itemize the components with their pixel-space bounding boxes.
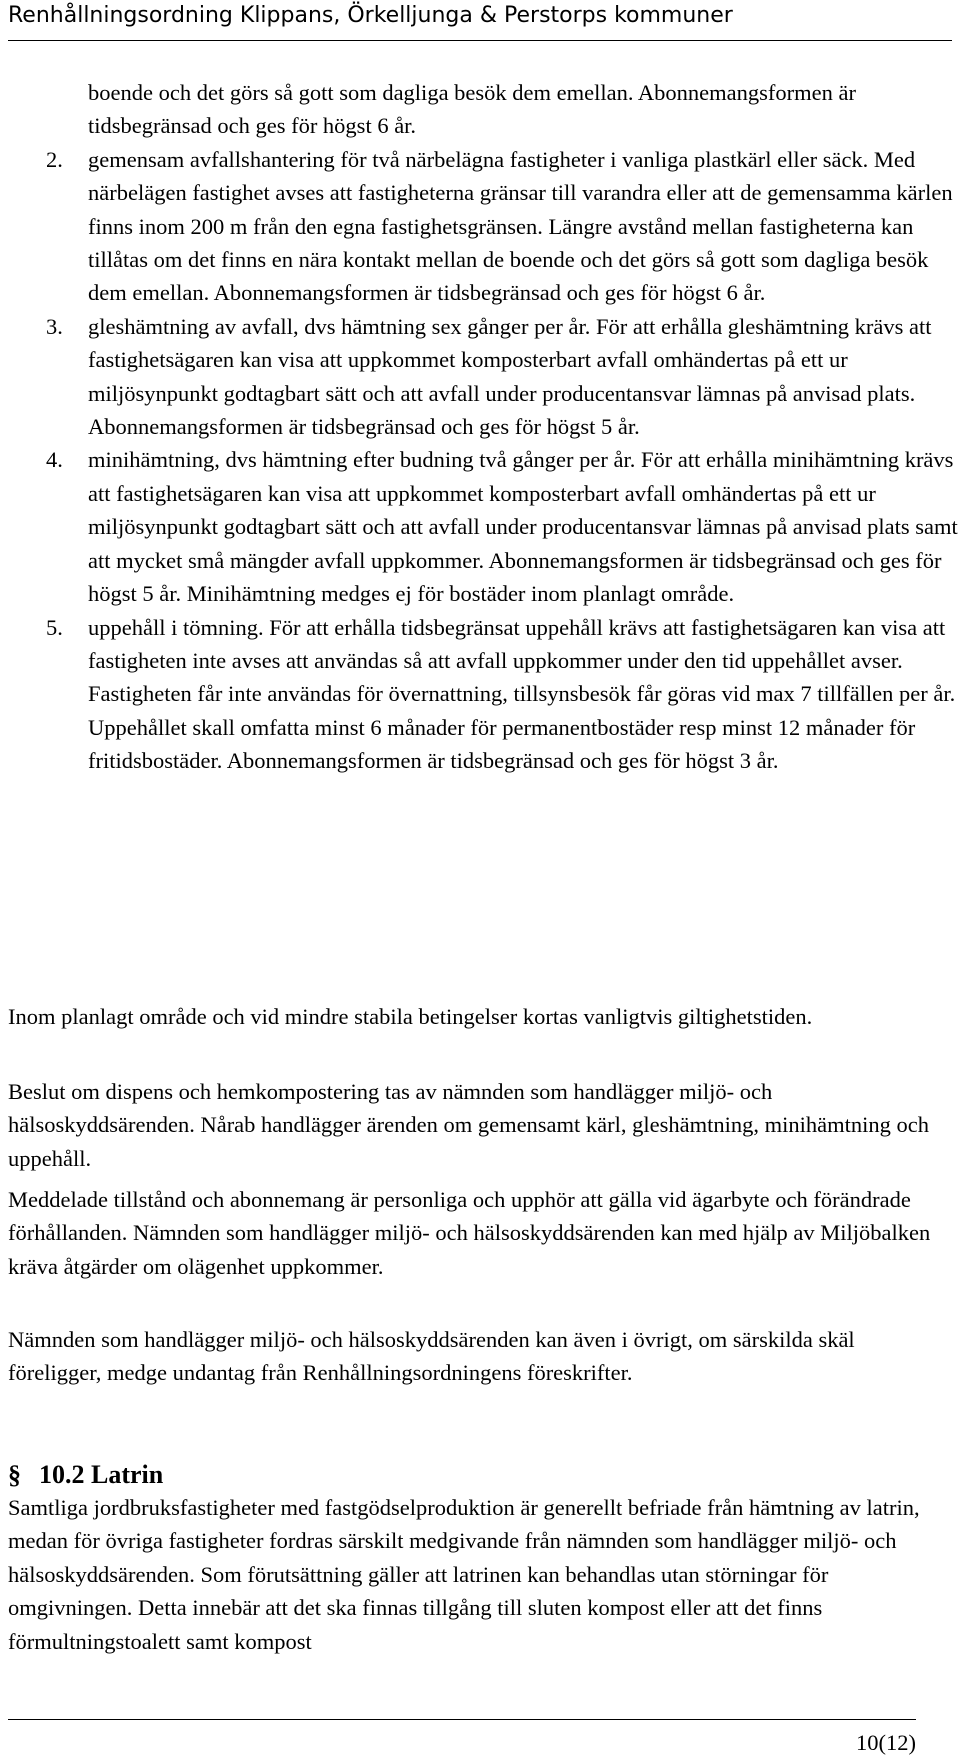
page-number: 10(12) xyxy=(856,1730,916,1755)
list-item-number: 4. xyxy=(46,447,63,473)
list-item-text: uppehåll i tömning. För att erhålla tidsbegränsat uppehåll krävs att fastighetsägaren kan visa att fastigheten inte avses att användas så att avfall uppkommer under den tid uppehållet avser. Fastigheten får inte användas för övernattning, tillsynsbesök får göras vid max 7 tillfällen per år. Uppehållet skall omfatta minst 6 månader för permanentbostäder resp minst 12 månader för fritidsbostäder. Abonnemangsformen är tidsbegränsad och ges för högst 3 år. xyxy=(88,614,956,774)
list-item-text: gleshämtning av avfall, dvs hämtning sex gånger per år. För att erhålla gleshämtning krävs att fastighetsägaren kan visa att uppkommet komposterbart avfall omhändertas på ett ur miljösynpunkt godtagbart sätt och att avfall under producentansvar lämnas på anvisad plats. Abonnemangsformen är tidsbegränsad och ges för högst 5 år. xyxy=(88,313,932,440)
section-symbol: § xyxy=(8,1460,21,1489)
section-title: Latrin xyxy=(91,1460,164,1489)
section-body-text: Samtliga jordbruksfastigheter med fastgödselproduktion är generellt befriade från hämtning av latrin, medan för övriga fastigheter fordras särskilt medgivande från nämnden som handlägger miljö- och hälsoskyddsärenden. Som förutsättning gäller att latrinen kan behandlas utan störningar för omgivningen. Detta innebär att det ska finnas tillgång till sluten kompost eller att det finns förmultningstoalett samt kompost xyxy=(8,1495,920,1654)
section-heading xyxy=(8,1458,163,1492)
list-continuation-text: boende och det görs så gott som dagliga besök dem emellan. Abonnemangsformen är tidsbegränsad och ges för högst 6 år. xyxy=(88,80,856,139)
list-item xyxy=(46,143,958,310)
section-number: 10.2 xyxy=(39,1460,85,1489)
list-item xyxy=(46,611,958,778)
numbered-list-block xyxy=(46,76,958,778)
paragraph-permits: Meddelade tillstånd och abonnemang är personliga och upphör att gälla vid ägarbyte och förändrade förhållanden. Nämnden som handlägger miljö- och hälsoskyddsärenden kan med hjälp av Miljöbalken kräva åtgärder om olägenhet uppkommer. xyxy=(8,1187,931,1279)
numbered-list xyxy=(46,143,958,778)
list-item-number: 3. xyxy=(46,313,63,339)
list-item xyxy=(46,443,958,610)
list-item xyxy=(46,310,958,444)
paragraph-exemptions: Nämnden som handlägger miljö- och hälsoskyddsärenden kan även i övrigt, om särskilda skäl föreligger, medge undantag från Renhållningsordningens föreskrifter. xyxy=(8,1327,855,1386)
header-title: Renhållningsordning Klippans, Örkelljunga & Perstorps kommuner xyxy=(8,3,733,28)
page-header xyxy=(8,0,952,41)
list-item-text: gemensam avfallshantering för två närbelägna fastigheter i vanliga plastkärl eller säck. Med närbelägen fastighet avses att fastigheterna gränsar till varandra eller att de gemensamma kärlen finns inom 200 m från den egna fastighetsgränsen. Längre avstånd mellan fastigheterna kan tillåtas om det finns en nära kontakt mellan de boende och det görs så gott som dagliga besök dem emellan. Abonnemangsformen är tidsbegränsad och ges för högst 6 år. xyxy=(88,146,953,306)
footer-divider xyxy=(8,1719,916,1720)
list-item-text: minihämtning, dvs hämtning efter budning två gånger per år. För att erhålla minihämtning krävs att fastighetsägaren kan visa att uppkommet komposterbart avfall omhändertas på ett ur miljösynpunkt godtagbart sätt och att avfall under producentansvar lämnas på anvisad plats samt att mycket små mängder avfall uppkommer. Abonnemangsformen är tidsbegränsad och ges för högst 5 år. Minihämtning medges ej för bostäder inom planlagt område. xyxy=(88,447,958,607)
list-item-number: 5. xyxy=(46,614,63,640)
paragraph-decisions: Beslut om dispens och hemkompostering tas av nämnden som handlägger miljö- och hälsoskyddsärenden. Nårab handlägger ärenden om gemensamt kärl, gleshämtning, minihämtning och uppehåll. xyxy=(8,1079,929,1171)
list-item-number: 2. xyxy=(46,146,63,172)
paragraph-validity: Inom planlagt område och vid mindre stabila betingelser kortas vanligtvis giltighetstiden. xyxy=(8,1004,813,1029)
